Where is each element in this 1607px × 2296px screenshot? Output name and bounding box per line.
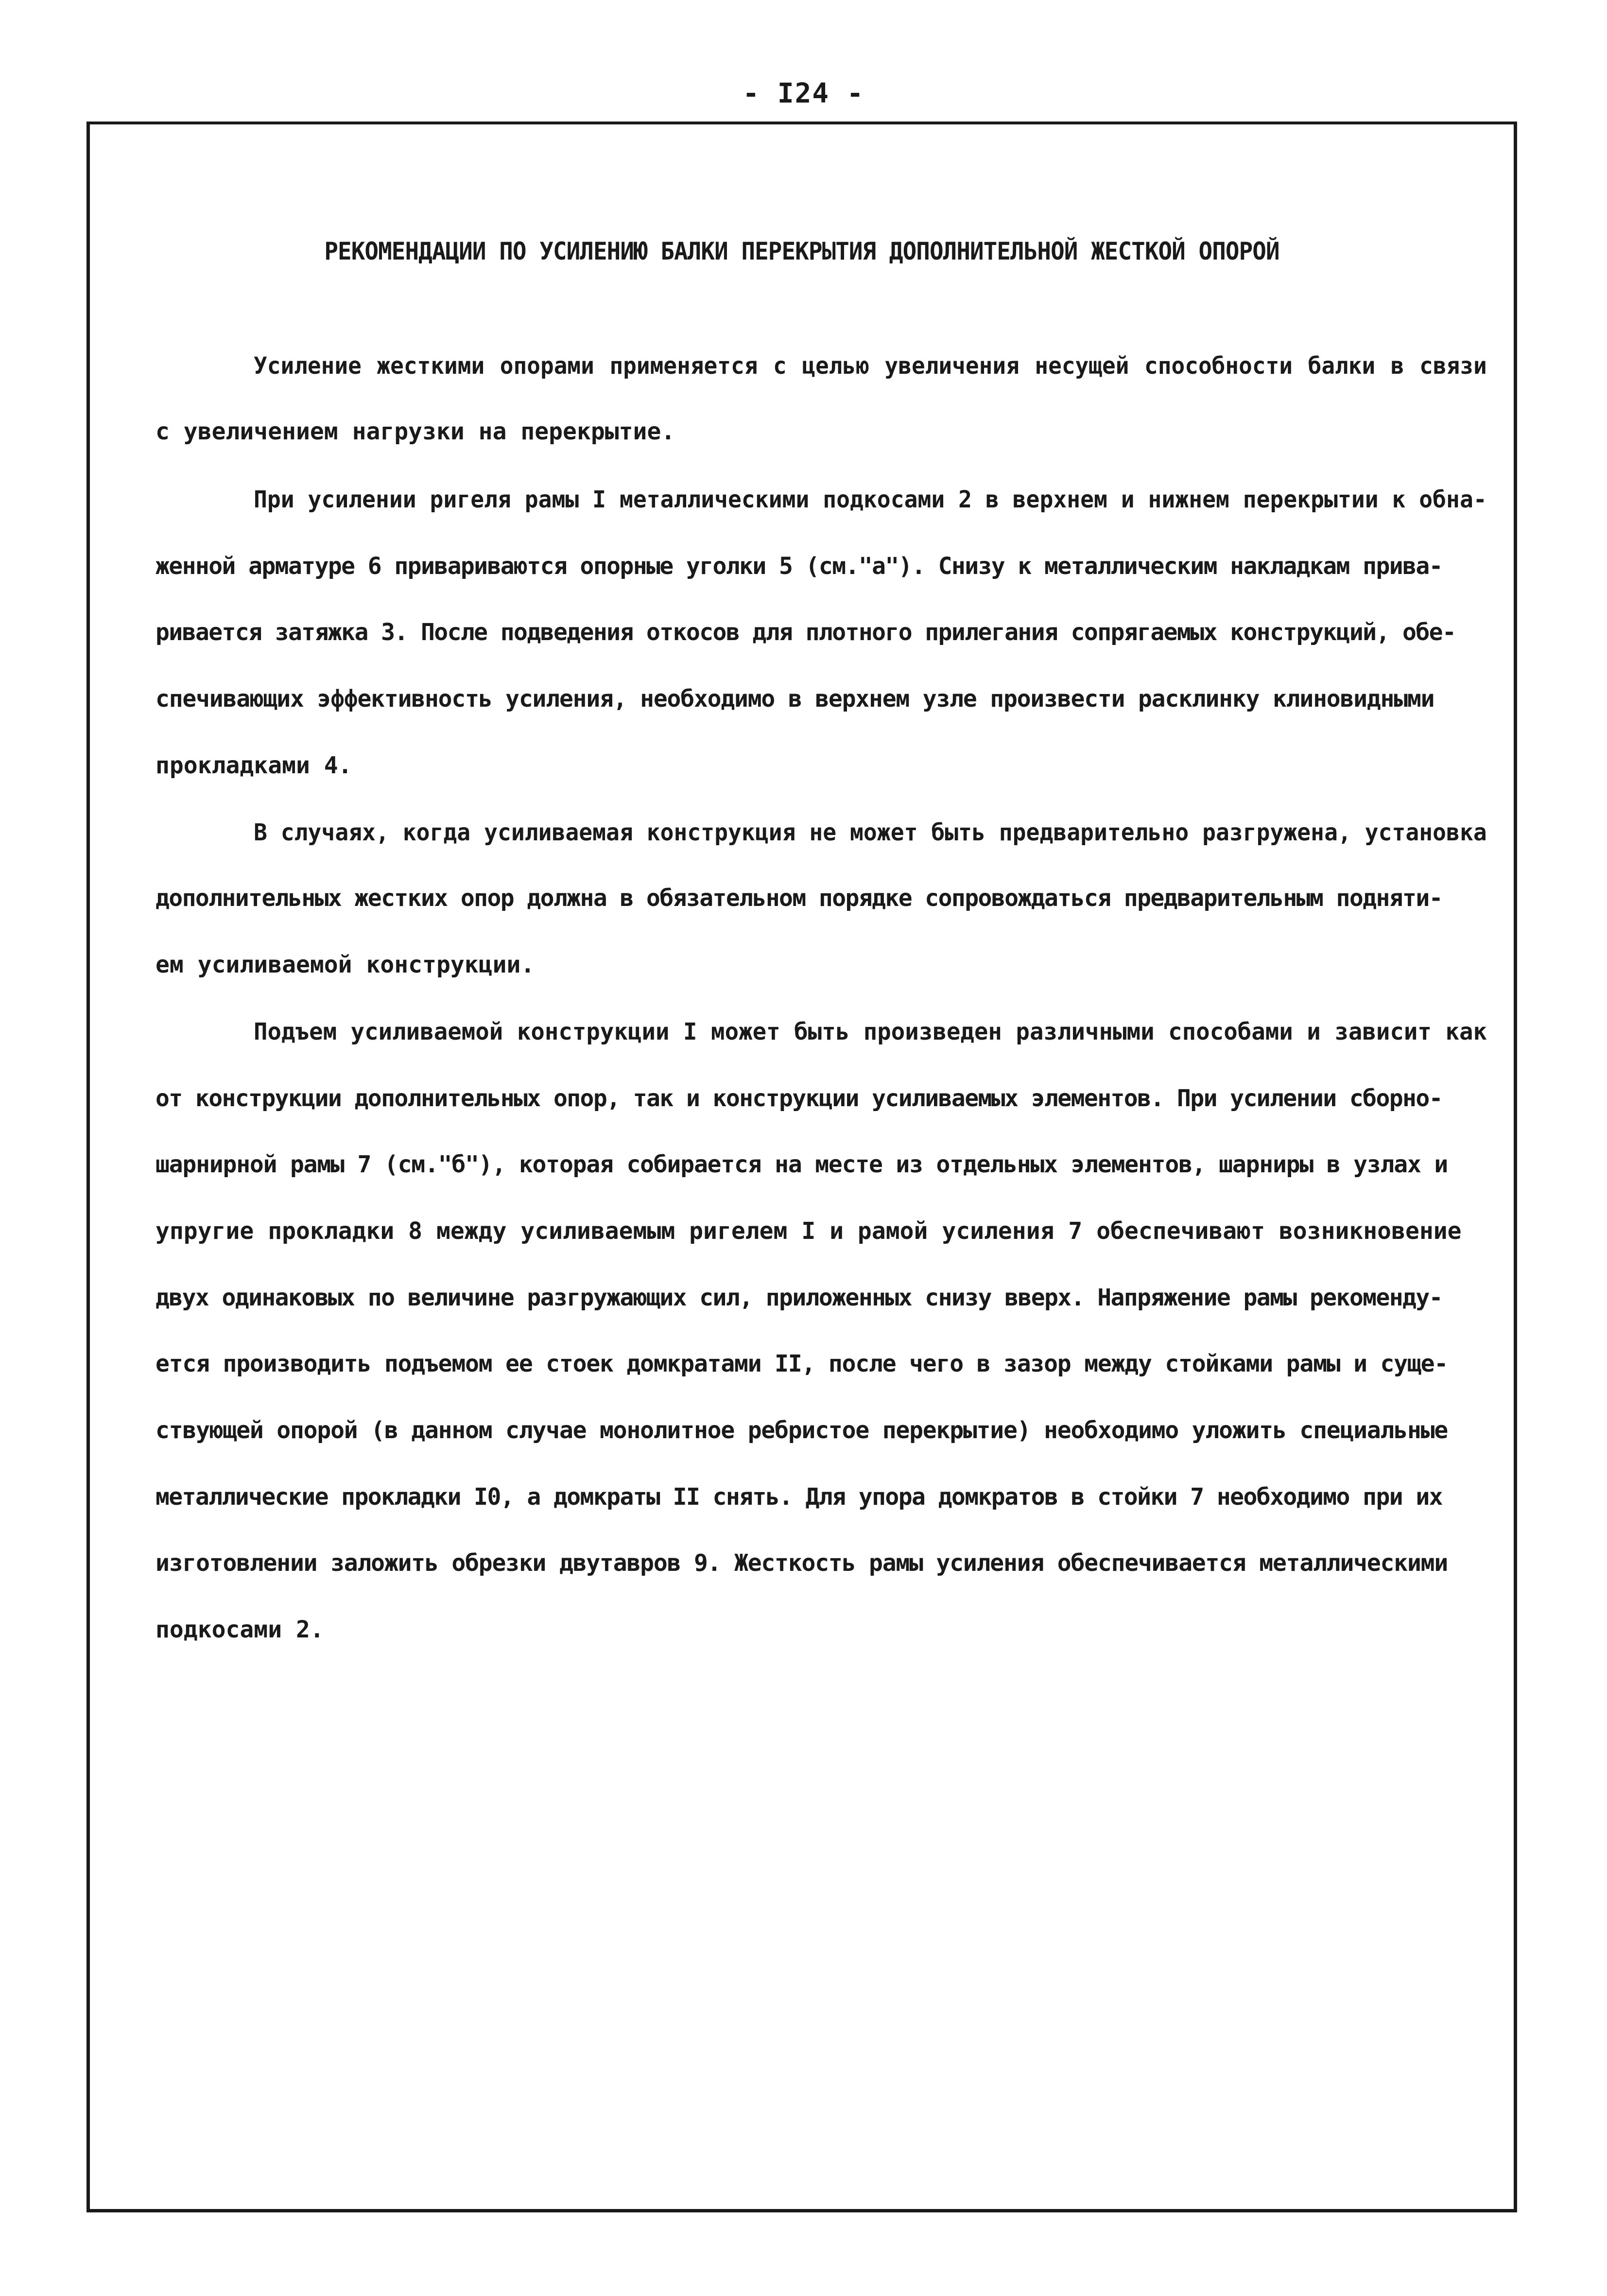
text-line: от конструкции дополнительных опор, так и конструкции усиливаемых элементов. При усилении сборно- bbox=[156, 1085, 1442, 1112]
text-line: прокладками 4. bbox=[156, 752, 352, 779]
text-line: упругие прокладки 8 между усиливаемым ригелем I и рамой усиления 7 обеспечивают возникновение bbox=[156, 1218, 1462, 1245]
text-line: дополнительных жестких опор должна в обязательном порядке сопровождаться предварительным подняти- bbox=[156, 885, 1442, 912]
text-line: ривается затяжка 3. После подведения откосов для плотного прилегания сопрягаемых конструкций, обе- bbox=[156, 619, 1456, 646]
text-line: подкосами 2. bbox=[156, 1616, 324, 1643]
text-line: шарнирной рамы 7 (см."б"), которая собирается на месте из отдельных элементов, шарниры в узлах и bbox=[156, 1151, 1448, 1178]
text-line: двух одинаковых по величине разгружающих сил, приложенных снизу вверх. Напряжение рамы рекоменду- bbox=[156, 1284, 1442, 1311]
text-line: При усилении ригеля рамы I металлическими подкосами 2 в верхнем и нижнем перекрытии к обна- bbox=[254, 486, 1487, 513]
text-line: с увеличением нагрузки на перекрытие. bbox=[156, 418, 675, 445]
text-line: Подъем усиливаемой конструкции I может быть произведен различными способами и зависит как bbox=[254, 1018, 1487, 1045]
text-line: изготовлении заложить обрезки двутавров 9. Жесткость рамы усиления обеспечивается металлическими bbox=[156, 1549, 1448, 1577]
text-line: ется производить подъемом ее стоек домкратами II, после чего в зазор между стойками рамы и суще- bbox=[156, 1350, 1448, 1377]
text-line: металлические прокладки I0, а домкраты II снять. Для упора домкратов в стойки 7 необходимо при их bbox=[156, 1483, 1442, 1511]
text-line: ствующей опорой (в данном случае монолитное ребристое перекрытие) необходимо уложить специальные bbox=[156, 1417, 1448, 1444]
text-line: В случаях, когда усиливаемая конструкция не может быть предварительно разгружена, установка bbox=[254, 819, 1487, 846]
text-line: спечивающих эффективность усиления, необходимо в верхнем узле произвести расклинку клиновидными bbox=[156, 685, 1434, 713]
text-line: ем усиливаемой конструкции. bbox=[156, 951, 535, 978]
text-line: женной арматуре 6 привариваются опорные уголки 5 (см."а"). Снизу к металлическим накладкам прива- bbox=[156, 553, 1442, 580]
page-number: - I24 - bbox=[743, 78, 864, 109]
text-line: Усиление жесткими опорами применяется с целью увеличения несущей способности балки в связи bbox=[254, 352, 1487, 380]
page-title: РЕКОМЕНДАЦИИ ПО УСИЛЕНИЮ БАЛКИ ПЕРЕКРЫТИЯ ДОПОЛНИТЕЛЬНОЙ ЖЕСТКОЙ ОПОРОЙ bbox=[324, 237, 1279, 265]
